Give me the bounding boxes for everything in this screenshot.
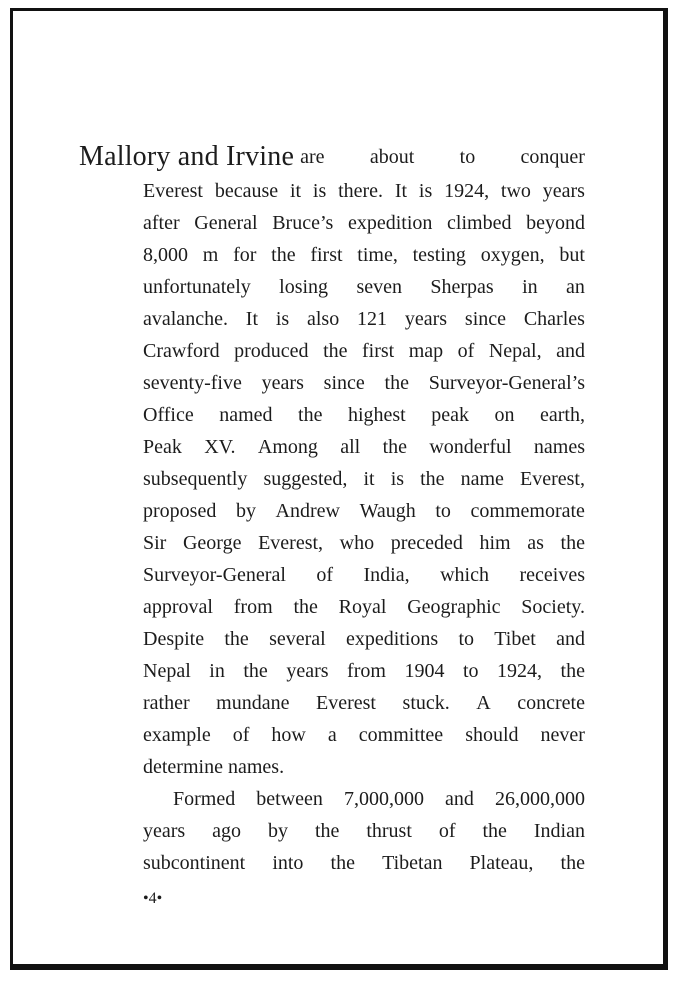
word: names xyxy=(533,436,585,458)
word: Surveyor-General xyxy=(143,564,286,586)
word: years xyxy=(542,180,585,202)
word: produced xyxy=(234,340,309,362)
text-line xyxy=(143,783,585,815)
word: after xyxy=(143,212,180,234)
word: conquer xyxy=(520,146,585,168)
word: to xyxy=(462,660,479,682)
word: preceded xyxy=(390,532,463,554)
word: of xyxy=(316,564,334,586)
page-number: •4• xyxy=(143,890,163,907)
word: expedition xyxy=(347,212,433,234)
word: Everest, xyxy=(258,532,324,554)
word: name xyxy=(460,468,504,490)
word: years xyxy=(143,820,186,842)
body-text xyxy=(79,139,585,879)
word: by xyxy=(235,500,256,522)
word: 26,000,000 xyxy=(495,788,585,810)
word: is xyxy=(390,468,405,490)
word: testing xyxy=(412,244,466,266)
word: determine xyxy=(143,756,223,778)
word: years xyxy=(286,660,329,682)
word: on xyxy=(494,404,515,426)
word: oxygen, xyxy=(480,244,545,266)
word: wonderful xyxy=(429,436,512,458)
text-line xyxy=(143,303,585,335)
word: Among xyxy=(257,436,318,458)
word: approval xyxy=(143,596,213,618)
word: Bruce’s xyxy=(272,212,334,234)
word: are xyxy=(300,146,325,168)
word: thrust xyxy=(366,820,412,842)
word: XV. xyxy=(204,436,236,458)
word: years xyxy=(261,372,304,394)
word: because xyxy=(214,180,279,202)
word: Nepal, xyxy=(488,340,542,362)
word: Nepal xyxy=(143,660,191,682)
word: Peak xyxy=(143,436,182,458)
word: the xyxy=(243,660,268,682)
word: m xyxy=(202,244,219,266)
word: 121 xyxy=(357,308,388,330)
word: subsequently xyxy=(143,468,248,490)
word: by xyxy=(268,820,288,842)
word: Royal xyxy=(338,596,387,618)
word: It xyxy=(245,308,258,330)
word: expeditions xyxy=(345,628,439,650)
word: avalanche. xyxy=(143,308,228,330)
word: of xyxy=(232,724,250,746)
word: the xyxy=(330,852,355,874)
word: Andrew xyxy=(275,500,340,522)
word: how xyxy=(271,724,306,746)
word: names. xyxy=(227,756,285,778)
text-line xyxy=(79,139,585,175)
word: and xyxy=(556,628,585,650)
word: years xyxy=(404,308,448,330)
word: seventy-five xyxy=(143,372,242,394)
word: Tibetan xyxy=(382,852,443,874)
text-line xyxy=(143,399,585,431)
word: the xyxy=(382,436,408,458)
text-line xyxy=(143,463,585,495)
word: subcontinent xyxy=(143,852,246,874)
word: an xyxy=(566,276,585,298)
word: time, xyxy=(357,244,398,266)
word: highest xyxy=(347,404,406,426)
word: it xyxy=(363,468,375,490)
text-line xyxy=(143,559,585,591)
text-line xyxy=(143,239,585,271)
word: George xyxy=(182,532,242,554)
text-line xyxy=(143,719,585,751)
word: Society. xyxy=(521,596,585,618)
word: suggested, xyxy=(263,468,348,490)
word: about xyxy=(369,146,415,168)
word: Despite xyxy=(143,628,205,650)
word: Indian xyxy=(533,820,585,842)
word: and xyxy=(556,340,585,362)
word: peak xyxy=(431,404,470,426)
word: Geographic xyxy=(407,596,501,618)
word: the xyxy=(271,244,296,266)
word: to xyxy=(458,628,475,650)
word: the xyxy=(560,852,585,874)
word: since xyxy=(464,308,506,330)
word: who xyxy=(339,532,375,554)
word: map xyxy=(408,340,444,362)
word: the xyxy=(420,468,445,490)
word: climbed xyxy=(447,212,512,234)
word: is xyxy=(312,180,327,202)
text-line xyxy=(143,271,585,303)
word: Office xyxy=(143,404,194,426)
word: receives xyxy=(519,564,585,586)
word: two xyxy=(500,180,531,202)
word: 1904 xyxy=(404,660,445,682)
word: 1924, xyxy=(497,660,543,682)
word: Charles xyxy=(523,308,585,330)
word: but xyxy=(559,244,585,266)
word: to xyxy=(435,500,451,522)
word: in xyxy=(522,276,538,298)
word: since xyxy=(323,372,365,394)
word: to xyxy=(459,146,476,168)
word: first xyxy=(310,244,343,266)
word: it xyxy=(289,180,302,202)
word: beyond xyxy=(526,212,585,234)
word: Waugh xyxy=(359,500,416,522)
word: Sherpas xyxy=(430,276,494,298)
word: and xyxy=(445,788,474,810)
word: Plateau, xyxy=(469,852,534,874)
word: the xyxy=(323,340,348,362)
word: several xyxy=(269,628,326,650)
word: example xyxy=(143,724,211,746)
word: Everest, xyxy=(520,468,585,490)
word: the xyxy=(293,596,318,618)
text-line xyxy=(143,207,585,239)
word: for xyxy=(233,244,257,266)
word: a xyxy=(327,724,337,746)
text-line xyxy=(143,751,585,783)
word: named xyxy=(219,404,273,426)
text-line xyxy=(143,175,585,207)
word: losing xyxy=(279,276,329,298)
word: Everest xyxy=(143,180,203,202)
word: the xyxy=(298,404,323,426)
word: the xyxy=(384,372,409,394)
word: between xyxy=(256,788,323,810)
text-line xyxy=(143,335,585,367)
word: the xyxy=(224,628,249,650)
word: in xyxy=(209,660,225,682)
text-line xyxy=(143,527,585,559)
word: him xyxy=(479,532,511,554)
word: which xyxy=(440,564,489,586)
word: of xyxy=(438,820,456,842)
word: Sir xyxy=(143,532,167,554)
word: Surveyor-General’s xyxy=(428,372,585,394)
text-line xyxy=(143,623,585,655)
text-line xyxy=(143,591,585,623)
text-line xyxy=(143,495,585,527)
word: should xyxy=(465,724,519,746)
text-line-rest xyxy=(300,139,585,175)
word: as xyxy=(527,532,544,554)
word: first xyxy=(362,340,395,362)
word: It xyxy=(394,180,408,202)
word: there. xyxy=(338,180,384,202)
word: Crawford xyxy=(143,340,220,362)
word: Everest xyxy=(316,692,376,714)
word: ago xyxy=(212,820,242,842)
word: the xyxy=(560,532,585,554)
word: never xyxy=(540,724,585,746)
word: concrete xyxy=(517,692,585,714)
text-line xyxy=(143,431,585,463)
word: Formed xyxy=(173,788,236,810)
word: also xyxy=(307,308,340,330)
word: General xyxy=(194,212,258,234)
word: seven xyxy=(356,276,402,298)
word: mundane xyxy=(216,692,290,714)
text-line xyxy=(143,367,585,399)
text-line xyxy=(143,847,585,879)
word: stuck. xyxy=(402,692,450,714)
word: of xyxy=(457,340,475,362)
word: is xyxy=(418,180,433,202)
word: rather xyxy=(143,692,190,714)
word: earth, xyxy=(540,404,585,426)
word: 7,000,000 xyxy=(343,788,424,810)
word: India, xyxy=(363,564,410,586)
word: is xyxy=(275,308,290,330)
word: from xyxy=(233,596,273,618)
word: the xyxy=(314,820,340,842)
word: Tibet xyxy=(494,628,536,650)
word: A xyxy=(476,692,491,714)
word: the xyxy=(560,660,585,682)
word: from xyxy=(347,660,386,682)
word: unfortunately xyxy=(143,276,251,298)
word: committee xyxy=(358,724,444,746)
word: the xyxy=(482,820,507,842)
word: proposed xyxy=(143,500,217,522)
word: all xyxy=(340,436,361,458)
word: 8,000 xyxy=(143,244,188,266)
word: commemorate xyxy=(470,500,585,522)
opening-phrase: Mallory and Irvine xyxy=(79,141,295,172)
text-line xyxy=(143,687,585,719)
text-line xyxy=(143,655,585,687)
word: into xyxy=(272,852,304,874)
text-line xyxy=(143,815,585,847)
word: 1924, xyxy=(444,180,490,202)
